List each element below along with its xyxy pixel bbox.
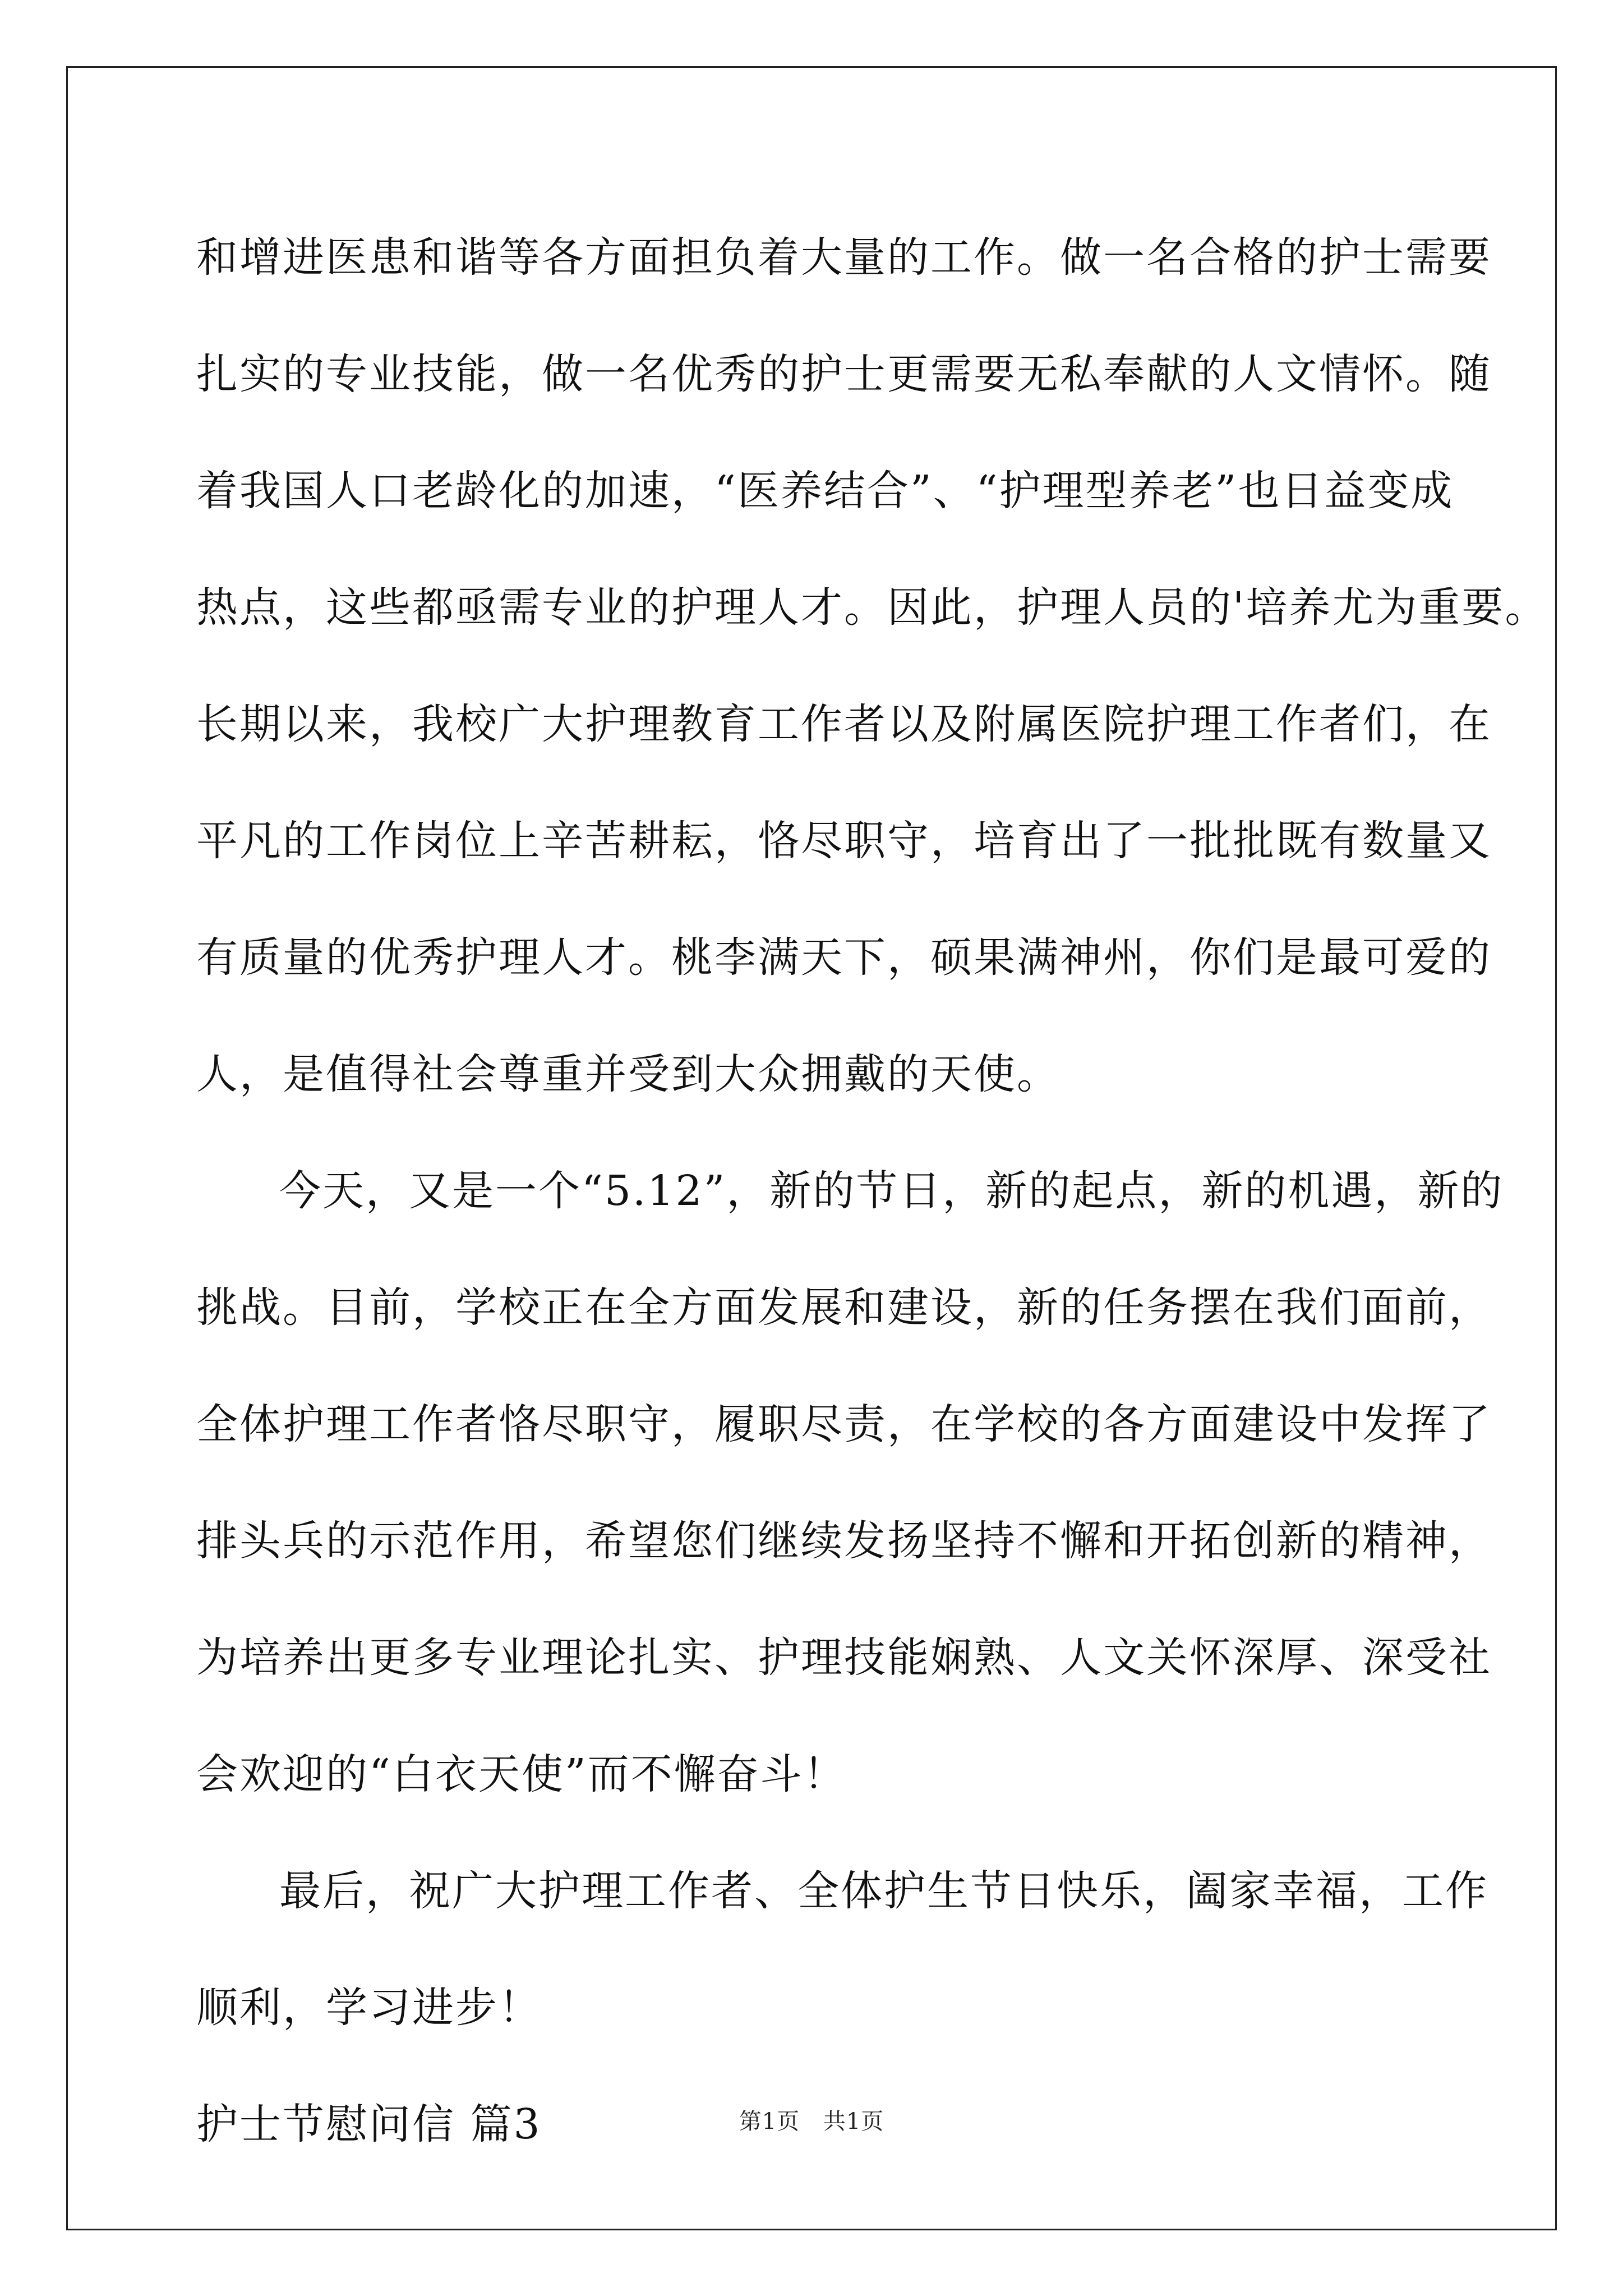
text-line: 顺利，学习进步！ bbox=[196, 1984, 542, 2032]
text-line: 挑战。目前，学校正在全方面发展和建设，新的任务摆在我们面前， bbox=[196, 1283, 1492, 1332]
paragraph-2 bbox=[196, 1133, 1504, 1833]
page-number-total: 共1页 bbox=[823, 2109, 884, 2134]
text-line: 有质量的优秀护理人才。桃李满天下，硕果满神州，你们是最可爱的 bbox=[196, 933, 1492, 982]
text-line: 今天，又是一个“5.12”，新的节日，新的起点，新的机遇，新的 bbox=[279, 1167, 1504, 1215]
text-line: 全体护理工作者恪尽职守，履职尽责，在学校的各方面建设中发挥了 bbox=[196, 1400, 1492, 1448]
text-line: 为培养出更多专业理论扎实、护理技能娴熟、人文关怀深厚、深受社 bbox=[196, 1634, 1492, 1682]
text-line: 最后，祝广大护理工作者、全体护生节日快乐，阖家幸福，工作 bbox=[279, 1867, 1488, 1915]
text-line: 长期以来，我校广大护理教育工作者以及附属医院护理工作者们，在 bbox=[196, 700, 1492, 748]
section-heading-text: 护士节慰问信 篇3 bbox=[196, 2100, 542, 2148]
paragraph-1 bbox=[196, 199, 1548, 1133]
page-number-current: 第1页 bbox=[739, 2109, 800, 2134]
text-line: 排头兵的示范作用，希望您们继续发扬坚持不懈和开拓创新的精神， bbox=[196, 1517, 1492, 1565]
text-line: 人，是值得社会尊重并受到大众拥戴的天使。 bbox=[196, 1050, 1060, 1098]
text-line: 会欢迎的“白衣天使”而不懈奋斗！ bbox=[196, 1750, 847, 1798]
text-line: 热点，这些都亟需专业的护理人才。因此，护理人员的'培养尤为重要。 bbox=[196, 583, 1548, 632]
text-line: 和增进医患和谐等各方面担负着大量的工作。做一名合格的护士需要 bbox=[196, 233, 1492, 282]
text-line: 着我国人口老龄化的加速，“医养结合”、“护理型养老”也日益变成 bbox=[196, 467, 1454, 515]
text-line: 扎实的专业技能，做一名优秀的护士更需要无私奉献的人文情怀。随 bbox=[196, 350, 1492, 398]
text-line: 平凡的工作岗位上辛苦耕耘，恪尽职守，培育出了一批批既有数量又 bbox=[196, 817, 1492, 865]
paragraph-3 bbox=[196, 1833, 1488, 2066]
page-footer bbox=[0, 2104, 1623, 2136]
document-body bbox=[196, 199, 1548, 2183]
